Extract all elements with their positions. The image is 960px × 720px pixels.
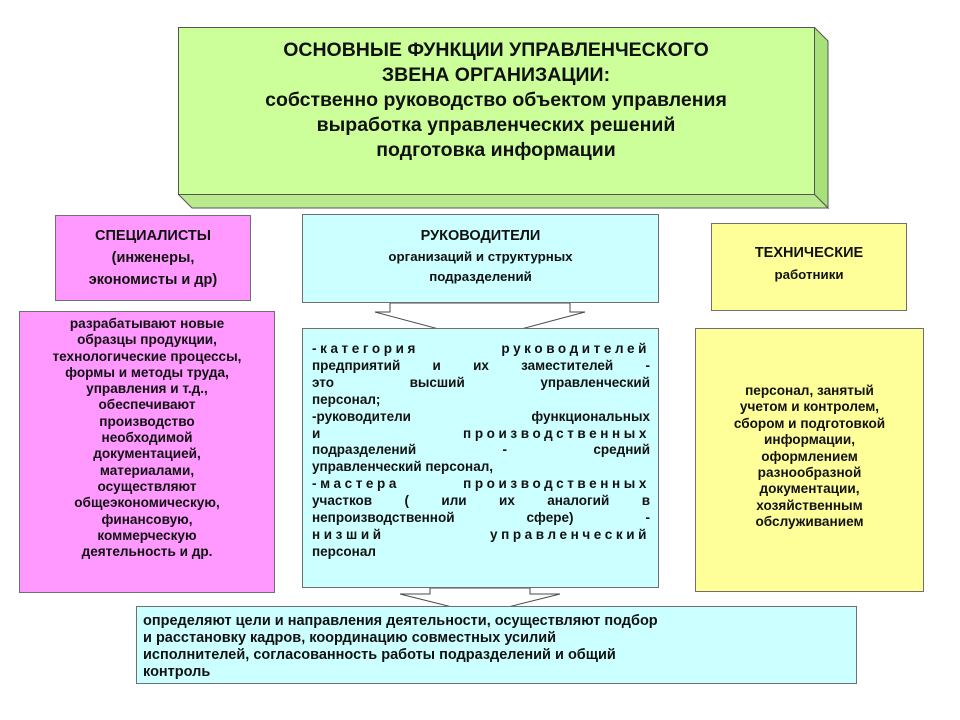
technical-description-line: документации, (759, 481, 860, 497)
technical-subtitle: работники (774, 267, 844, 282)
header-function-1: собственно руководство объектом управления (265, 89, 727, 111)
specialists-description-line: управления и т.д., (86, 381, 208, 397)
specialists-description-line: документацией, (93, 446, 201, 462)
technical-description-line: сбором и подготовкой (733, 415, 886, 431)
result-line: и расстановку кадров, координацию совместных усилий (143, 630, 557, 646)
specialists-description-line: деятельность и др. (81, 544, 213, 560)
leaders-description-line: персонал; (312, 391, 381, 407)
technical-title: ТЕХНИЧЕСКИЕ (754, 245, 864, 261)
leaders-title: РУКОВОДИТЕЛИ (420, 228, 541, 244)
specialists-description (19, 311, 275, 593)
specialists-description-line: осуществляют (97, 478, 197, 494)
header-function-3: подготовка информации (376, 139, 616, 161)
specialists-description-line: финансовую, (101, 511, 193, 527)
specialists-description-line: производство (99, 413, 195, 429)
technical-description (695, 328, 924, 592)
specialists-description-line: общеэкономическую, (74, 495, 220, 511)
leaders-subtitle-line: подразделений (429, 269, 532, 284)
specialists-description-line: необходимой (101, 430, 193, 446)
technical-description-line: оформлением (761, 448, 858, 464)
specialists-subtitle-line: (инженеры, (111, 250, 195, 266)
header-title-line-2: ЗВЕНА ОРГАНИЗАЦИИ: (381, 64, 611, 86)
technical-header (711, 223, 907, 311)
leaders-description-line: персонал (312, 543, 376, 559)
leaders-description (302, 328, 659, 588)
leaders-description-line: предприятий и их заместителей - (312, 357, 650, 373)
leaders-description-line: и производственных (312, 425, 650, 441)
specialists-description-line: формы и методы труда, (65, 364, 229, 380)
technical-description-line: хозяйственным (756, 497, 863, 513)
leaders-header (302, 214, 659, 303)
specialists-description-line: материалами, (99, 462, 195, 478)
leaders-description-line: управленческий персонал, (312, 459, 494, 475)
result-description (136, 606, 857, 684)
result-line: контроль (143, 664, 211, 680)
leaders-description-line: -руководители функциональных (312, 408, 650, 424)
leaders-description-line: это высший управленческий (312, 374, 650, 390)
technical-description-line: обслуживанием (755, 514, 864, 530)
leaders-description-line: участков ( или их аналогий в (312, 493, 650, 509)
leaders-description-line: непроизводственной сфере) - (312, 510, 650, 526)
specialists-header (55, 215, 251, 301)
specialists-description-line: разрабатывают новые (69, 316, 225, 331)
specialists-description-line: образцы продукции, (77, 332, 217, 348)
specialists-subtitle-line: экономисты и др) (88, 272, 218, 288)
technical-description-line: информации, (764, 432, 855, 448)
technical-description-line: учетом и контролем, (739, 399, 880, 415)
technical-description-line: разнообразной (757, 465, 862, 481)
specialists-title: СПЕЦИАЛИСТЫ (95, 228, 211, 244)
leaders-description-line: -категория руководителей (312, 341, 650, 356)
leaders-subtitle-line: организаций и структурных (388, 249, 573, 264)
specialists-description-line: коммерческую (97, 527, 197, 543)
specialists-description-line: обеспечивают (98, 397, 196, 413)
leaders-description-line: низший управленческий (312, 526, 650, 542)
leaders-description-line: -мастера производственных (312, 476, 650, 492)
technical-description-line: персонал, занятый (745, 383, 874, 398)
result-line: исполнителей, согласованность работы подразделений и общий (143, 647, 616, 663)
header-function-2: выработка управленческих решений (316, 114, 676, 136)
header-title-line-1: ОСНОВНЫЕ ФУНКЦИИ УПРАВЛЕНЧЕСКОГО (283, 39, 709, 61)
leaders-description-line: подразделений - средний (312, 442, 650, 458)
specialists-description-line: технологические процессы, (52, 348, 242, 364)
result-line: определяют цели и направления деятельности, осуществляют подбор (143, 613, 658, 629)
